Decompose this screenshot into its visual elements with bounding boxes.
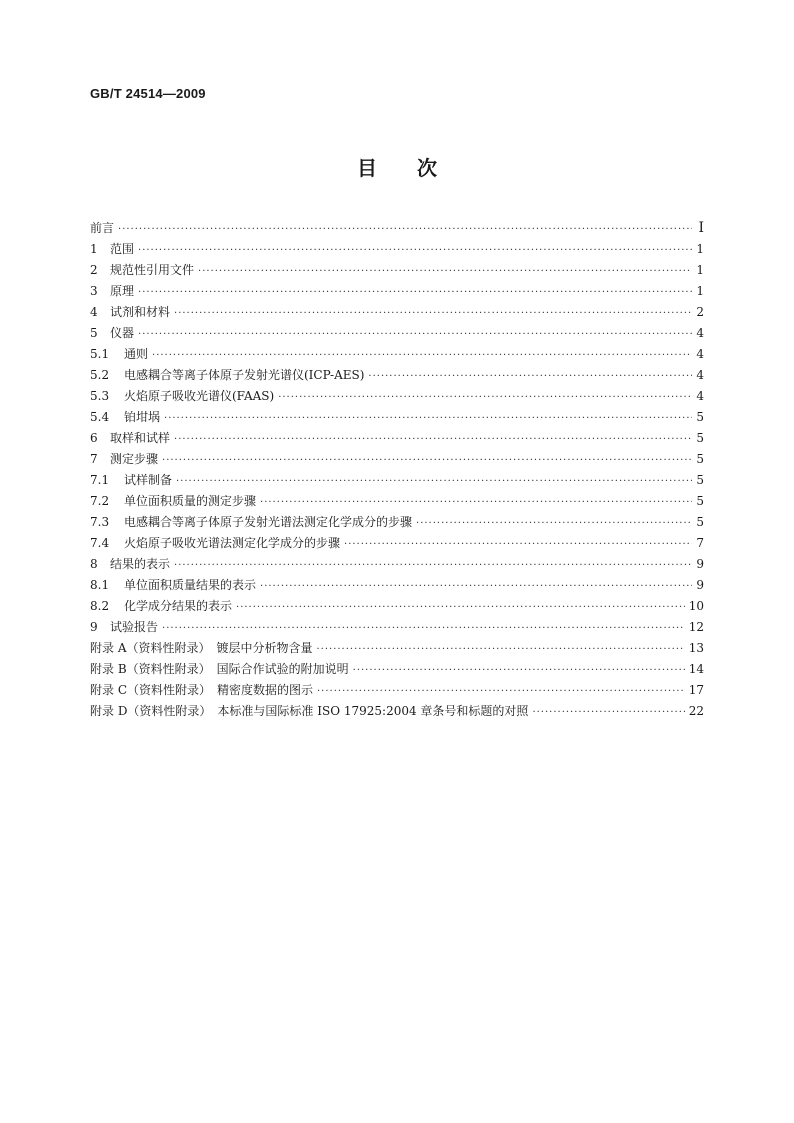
table-of-contents [90, 218, 704, 722]
toc-entry[interactable] [90, 344, 704, 365]
dot-leader [162, 450, 692, 470]
toc-entry-number: 5.2 [90, 368, 110, 382]
dot-leader [118, 219, 692, 239]
toc-entry[interactable] [90, 281, 704, 302]
toc-entry[interactable] [90, 659, 704, 680]
dot-leader [164, 408, 692, 428]
toc-entry-page: Ⅰ [698, 220, 704, 236]
toc-entry[interactable] [90, 701, 704, 722]
toc-entry-label: 附录 B（资料性附录） 国际合作试验的附加说明 [90, 662, 349, 676]
toc-entry-label: 仪器 [110, 326, 135, 340]
toc-entry-number: 1 [90, 242, 98, 256]
toc-entry-label: 试样制备 [124, 473, 173, 487]
toc-entry-page: 22 [688, 704, 704, 718]
dot-leader [260, 576, 692, 596]
toc-entry-label: 火焰原子吸收光谱法测定化学成分的步骤 [124, 536, 341, 550]
toc-entry[interactable] [90, 260, 704, 281]
toc-entry-label: 附录 A（资料性附录） 镀层中分析物含量 [90, 641, 313, 655]
toc-entry-number: 8.1 [90, 578, 110, 592]
dot-leader [278, 387, 692, 407]
toc-entry-number: 7.3 [90, 515, 110, 529]
toc-entry-label: 通则 [124, 347, 149, 361]
toc-entry-label: 测定步骤 [110, 452, 159, 466]
dot-leader [344, 534, 692, 554]
toc-entry-number: 8.2 [90, 599, 110, 613]
toc-entry-page: 4 [696, 368, 704, 382]
toc-entry[interactable] [90, 407, 704, 428]
dot-leader [174, 429, 692, 449]
toc-entry-page: 5 [696, 473, 704, 487]
dot-leader [317, 681, 685, 701]
toc-entry[interactable] [90, 470, 704, 491]
toc-entry-label: 电感耦合等离子体原子发射光谱仪(ICP-AES) [124, 368, 365, 382]
toc-entry-page: 17 [688, 683, 704, 697]
toc-entry-page: 9 [696, 578, 704, 592]
toc-entry[interactable] [90, 449, 704, 470]
toc-entry-label: 范围 [110, 242, 135, 256]
toc-entry-label: 结果的表示 [110, 557, 171, 571]
dot-leader [353, 660, 685, 680]
dot-leader [198, 261, 692, 281]
toc-entry-page: 12 [688, 620, 704, 634]
toc-entry-label: 单位面积质量的测定步骤 [124, 494, 257, 508]
dot-leader [162, 618, 685, 638]
toc-entry-page: 9 [696, 557, 704, 571]
dot-leader [260, 492, 692, 512]
toc-entry-number: 5.1 [90, 347, 110, 361]
toc-entry-number: 2 [90, 263, 98, 277]
page-title: 目次 [357, 156, 477, 180]
toc-entry-label: 电感耦合等离子体原子发射光谱法测定化学成分的步骤 [124, 515, 413, 529]
toc-entry[interactable] [90, 302, 704, 323]
toc-entry-number: 6 [90, 431, 98, 445]
toc-entry-label: 试验报告 [110, 620, 159, 634]
toc-entry-page: 5 [696, 494, 704, 508]
toc-entry-number: 5 [90, 326, 98, 340]
toc-entry-page: 13 [688, 641, 704, 655]
toc-entry-page: 1 [696, 242, 704, 256]
toc-entry-label: 前言 [90, 221, 115, 235]
toc-entry-page: 5 [696, 410, 704, 424]
toc-entry-label: 规范性引用文件 [110, 263, 195, 277]
toc-entry-number: 7.4 [90, 536, 110, 550]
toc-entry-page: 5 [696, 431, 704, 445]
toc-entry[interactable] [90, 386, 704, 407]
toc-entry[interactable] [90, 491, 704, 512]
dot-leader [532, 702, 684, 722]
toc-entry-page: 4 [696, 347, 704, 361]
dot-leader [138, 324, 692, 344]
toc-entry-label: 单位面积质量结果的表示 [124, 578, 257, 592]
toc-entry-label: 原理 [110, 284, 135, 298]
dot-leader [368, 366, 692, 386]
toc-entry-label: 附录 C（资料性附录） 精密度数据的图示 [90, 683, 313, 697]
toc-entry[interactable] [90, 617, 704, 638]
dot-leader [176, 471, 692, 491]
toc-entry[interactable] [90, 638, 704, 659]
toc-entry-number: 7.2 [90, 494, 110, 508]
toc-entry-number: 4 [90, 305, 98, 319]
standard-code: GB/T 24514—2009 [90, 86, 206, 101]
toc-entry-label: 化学成分结果的表示 [124, 599, 233, 613]
toc-entry-label: 附录 D（资料性附录） 本标准与国际标准 ISO 17925:2004 章条号和标题的对照 [90, 704, 529, 718]
toc-entry-page: 5 [696, 515, 704, 529]
toc-entry[interactable] [90, 512, 704, 533]
toc-entry[interactable] [90, 533, 704, 554]
toc-entry-number: 3 [90, 284, 98, 298]
toc-entry-page: 1 [696, 263, 704, 277]
dot-leader [316, 639, 684, 659]
dot-leader [416, 513, 692, 533]
toc-entry-page: 10 [688, 599, 704, 613]
toc-entry-number: 7 [90, 452, 98, 466]
toc-entry-number: 9 [90, 620, 98, 634]
dot-leader [174, 303, 692, 323]
toc-entry-number: 8 [90, 557, 98, 571]
toc-entry[interactable] [90, 680, 704, 701]
dot-leader [138, 240, 692, 260]
dot-leader [236, 597, 685, 617]
toc-entry-page: 2 [696, 305, 704, 319]
toc-entry[interactable] [90, 575, 704, 596]
toc-entry[interactable] [90, 596, 704, 617]
toc-entry-page: 4 [696, 326, 704, 340]
toc-entry-page: 5 [696, 452, 704, 466]
toc-entry-number: 5.4 [90, 410, 110, 424]
toc-entry[interactable] [90, 239, 704, 260]
toc-entry-label: 取样和试样 [110, 431, 171, 445]
toc-entry-page: 7 [696, 536, 704, 550]
dot-leader [152, 345, 692, 365]
toc-entry-page: 1 [696, 284, 704, 298]
toc-entry-label: 试剂和材料 [110, 305, 171, 319]
toc-entry[interactable] [90, 428, 704, 449]
dot-leader [174, 555, 692, 575]
toc-entry-page: 4 [696, 389, 704, 403]
toc-entry-label: 铂坩埚 [124, 410, 161, 424]
toc-entry-number: 7.1 [90, 473, 110, 487]
toc-entry[interactable] [90, 323, 704, 344]
toc-entry[interactable] [90, 218, 704, 239]
toc-entry-number: 5.3 [90, 389, 110, 403]
toc-entry-label: 火焰原子吸收光谱仪(FAAS) [124, 389, 275, 403]
toc-entry[interactable] [90, 554, 704, 575]
toc-entry[interactable] [90, 365, 704, 386]
dot-leader [138, 282, 692, 302]
toc-entry-page: 14 [688, 662, 704, 676]
